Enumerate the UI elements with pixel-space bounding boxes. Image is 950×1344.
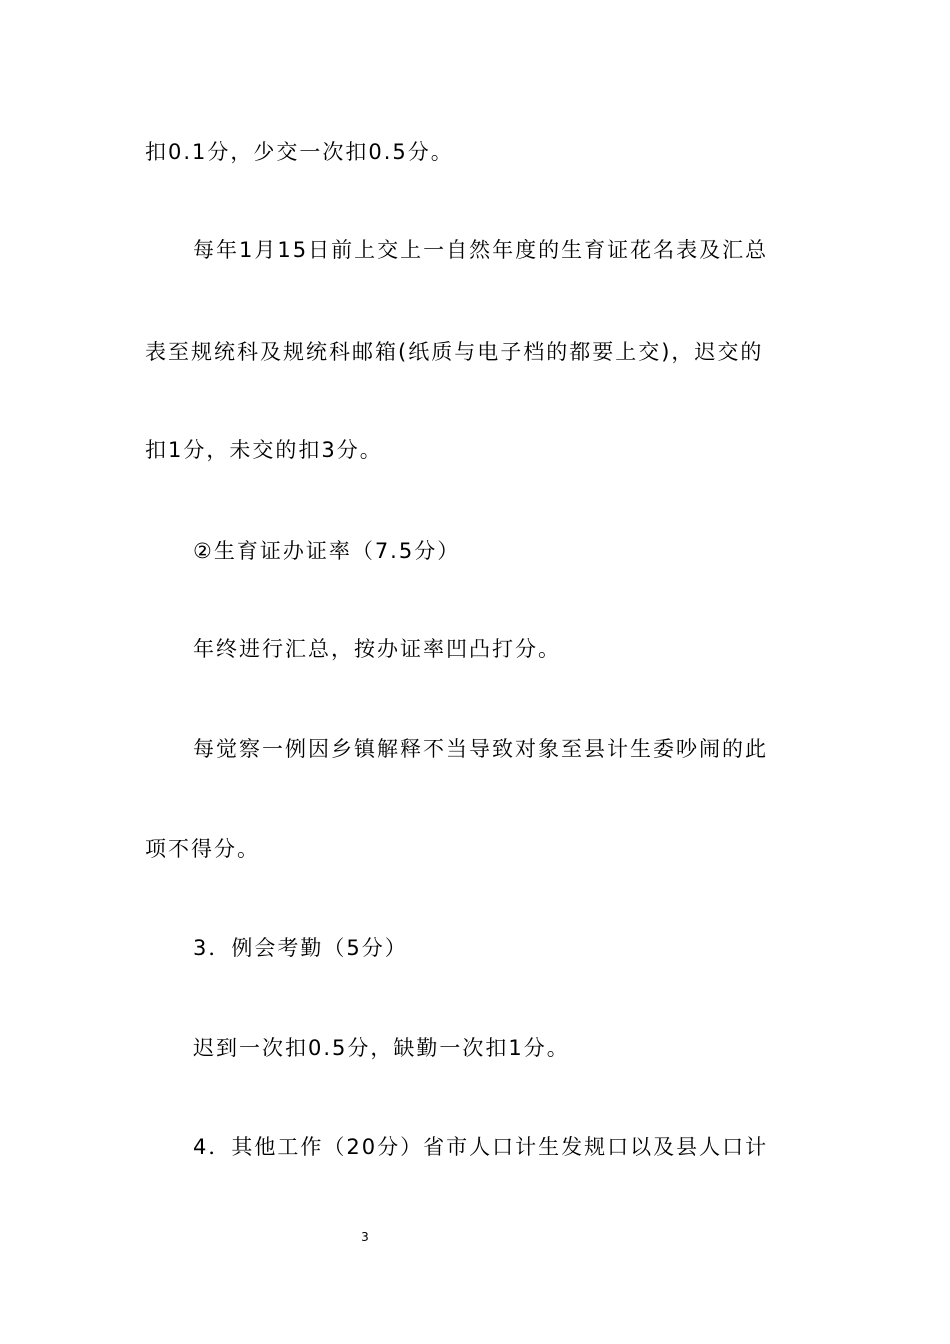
paragraph-complaint-rule: 每觉察一例因乡镇解释不当导致对象至县计生委吵闹的此 [193,737,768,761]
section-heading-meeting-attendance: 3．例会考勤（5分） [193,936,408,960]
text-line-8: 项不得分。 [145,837,260,861]
section-heading-certificate-rate: ②生育证办证率（7.5分） [193,539,461,563]
text-line-10: 迟到一次扣0.5分，缺勤一次扣1分。 [193,1036,570,1060]
text-line-6: 年终进行汇总，按办证率凹凸打分。 [193,637,561,661]
paragraph-birth-certificate-roster: 每年1月15日前上交上一自然年度的生育证花名表及汇总 [193,238,769,262]
text-line-4: 扣1分，未交的扣3分。 [145,438,383,462]
text-line-3: 表至规统科及规统科邮箱(纸质与电子档的都要上交)，迟交的 [145,340,764,364]
page-number: 3 [361,1230,369,1244]
text-line-1: 扣0.1分，少交一次扣0.5分。 [145,140,454,164]
section-heading-other-work: 4．其他工作（20分）省市人口计生发规口以及县人口计 [193,1135,769,1159]
